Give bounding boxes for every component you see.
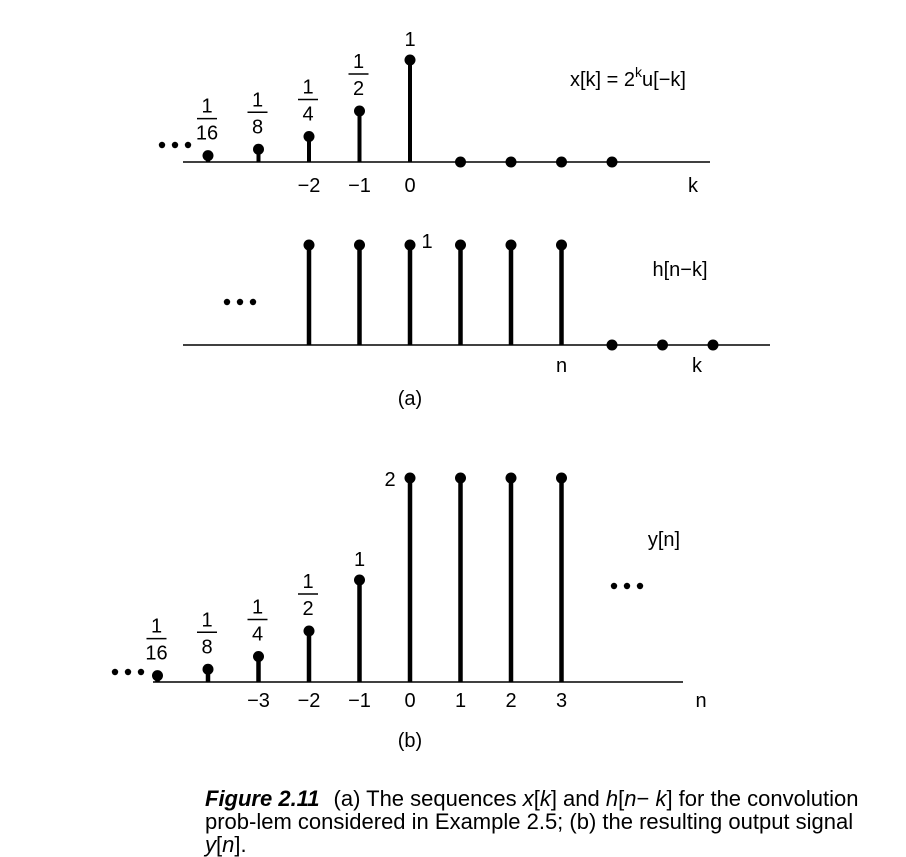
stem-plot-yn (112, 469, 707, 752)
value-label-fraction-denominator: 8 (251, 116, 264, 139)
stem-marker (354, 575, 365, 586)
figure-caption (205, 787, 885, 856)
value-label-fraction-denominator: 2 (352, 78, 365, 100)
stem-marker (506, 240, 517, 251)
tick-label: 3 (555, 690, 568, 712)
value-label-fraction (298, 571, 318, 620)
title-part: x[k] = 2 (570, 69, 636, 91)
ellipsis-dot (237, 299, 243, 305)
ellipsis-dot (624, 583, 630, 589)
caption-part: [ (216, 832, 223, 857)
stem-marker (354, 106, 365, 117)
tick-label: n (555, 355, 568, 377)
ellipsis-dot (250, 299, 256, 305)
tick-label: 2 (505, 690, 517, 712)
stem-marker (506, 473, 517, 484)
ellipsis-dot (159, 142, 165, 148)
axis-label: k (688, 175, 698, 197)
caption-part: h (605, 786, 619, 811)
value-label: 1 (421, 231, 433, 253)
stem-marker (152, 670, 163, 681)
tick-label: −1 (348, 175, 371, 197)
caption-part: n (624, 786, 637, 811)
stem-marker (556, 240, 567, 251)
value-label-fraction (298, 77, 318, 126)
ellipsis-dot (224, 299, 230, 305)
ellipsis-dot (611, 583, 617, 589)
value-label-fraction-numerator: 1 (201, 609, 213, 632)
value-label: 1 (404, 29, 416, 51)
value-label-fraction-numerator: 1 (251, 596, 264, 619)
plot-title (570, 64, 686, 91)
tick-label: −1 (348, 690, 371, 712)
stem-plot-xk (159, 29, 710, 197)
stem-marker (708, 340, 719, 351)
stem-marker (506, 157, 517, 168)
stem-marker (253, 651, 264, 662)
stem-marker (556, 473, 567, 484)
tick-label: −2 (297, 690, 321, 712)
ellipsis-dot (125, 669, 131, 675)
tick-label: −3 (247, 690, 270, 712)
plot-title: h[n−k] (652, 259, 708, 281)
value-label-fraction (248, 597, 268, 646)
caption-part: [ (618, 786, 625, 811)
caption-part: (a) The sequences (333, 786, 523, 811)
ellipsis-dot (185, 142, 191, 148)
axis-label: n (695, 690, 707, 712)
stem-marker (455, 157, 466, 168)
value-label-fraction-denominator: 16 (145, 642, 168, 665)
value-label-fraction-numerator: 1 (201, 95, 213, 118)
stem-marker (455, 240, 466, 251)
ellipsis (224, 299, 256, 305)
caption-part: x (522, 786, 534, 811)
caption-part: [ (533, 786, 540, 811)
tick-label: 0 (404, 175, 416, 197)
panel-label: (b) (397, 730, 423, 752)
stem-marker (203, 664, 214, 675)
caption-part: ]. (234, 832, 247, 857)
caption-part: ] for the convolution prob-lem considered in Example 2.5; (b) the resulting output signal (205, 786, 859, 834)
tick-label: 1 (454, 690, 467, 712)
title-superscript: k (635, 64, 643, 80)
value-label: 2 (384, 469, 396, 491)
caption-part: n (222, 832, 235, 857)
caption-label: Figure 2.11 (205, 786, 320, 811)
stem-marker (405, 473, 416, 484)
value-label-fraction-numerator: 1 (352, 51, 365, 73)
caption-part: − (636, 786, 656, 811)
caption-part: k (539, 786, 551, 811)
stem-marker (607, 340, 618, 351)
plot-title: y[n] (647, 529, 681, 551)
stem-marker (657, 340, 668, 351)
value-label-fraction-numerator: 1 (302, 76, 314, 99)
value-label-fraction-denominator: 16 (195, 122, 219, 145)
value-label-fraction-denominator: 2 (302, 598, 314, 620)
stem-marker (304, 626, 315, 637)
ellipsis (112, 669, 144, 675)
tick-label: −2 (297, 175, 321, 197)
ellipsis (159, 142, 191, 148)
stem-marker (354, 240, 365, 251)
ellipsis-dot (637, 583, 643, 589)
stem-marker (203, 150, 214, 161)
value-label-fraction-numerator: 1 (302, 571, 314, 593)
value-label-fraction-numerator: 1 (251, 89, 264, 112)
ellipsis-dot (112, 669, 118, 675)
stem-marker (253, 144, 264, 155)
ellipsis (611, 583, 643, 589)
value-label-fraction (248, 89, 268, 138)
stem-marker (556, 157, 567, 168)
value-label-fraction (349, 51, 369, 100)
stem-marker (304, 240, 315, 251)
tick-label: 0 (404, 690, 416, 712)
ellipsis-dot (138, 669, 144, 675)
value-label-fraction (196, 96, 218, 145)
value-label: 1 (353, 549, 366, 571)
stem-marker (304, 131, 315, 142)
stem-marker (405, 240, 416, 251)
caption-part: k (655, 786, 667, 811)
title-part: u[−k] (642, 69, 686, 91)
axis-label: k (692, 355, 702, 377)
stem-marker (607, 157, 618, 168)
value-label-fraction-denominator: 8 (201, 636, 213, 659)
caption-part: y (205, 832, 216, 857)
panel-label: (a) (397, 388, 423, 410)
caption-part: ] and (550, 786, 606, 811)
value-label-fraction (197, 609, 217, 658)
value-label-fraction-denominator: 4 (251, 623, 264, 646)
stem-marker (455, 473, 466, 484)
stem-marker (405, 55, 416, 66)
value-label-fraction-denominator: 4 (302, 103, 314, 126)
value-label-fraction (145, 616, 167, 665)
stem-plot-hnk (183, 231, 770, 410)
ellipsis-dot (172, 142, 178, 148)
value-label-fraction-numerator: 1 (150, 615, 163, 638)
